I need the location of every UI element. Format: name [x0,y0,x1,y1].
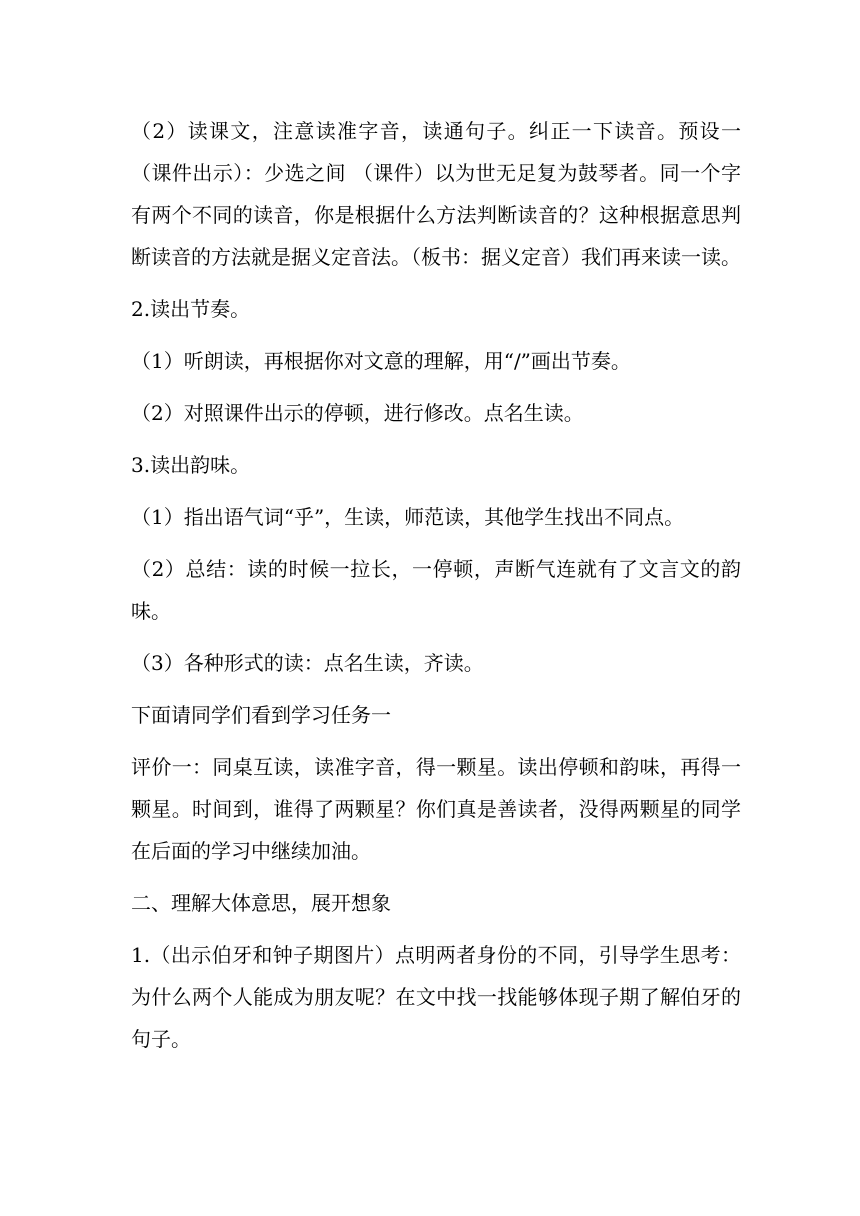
paragraph-summary: （2）总结：读的时候一拉长，一停顿，声断气连就有了文言文的韵味。 [131,557,741,623]
paragraph-read-text: （2）读课文，注意读准字音，读通句子。纠正一下读音。预设一（课件出示）：少选之间 （课件）以为世无足复为鼓琴者。同一个字有两个不同的读音，你是根据什么方法判断读音的？这种根据意思判断读音的方法就是据义定音法。（板书：据义定音）我们再来读一读。 [131,119,741,269]
paragraph-task-one: 下面请同学们看到学习任务一 [131,703,391,727]
paragraph-reading-forms: （3）各种形式的读：点名生读，齐读。 [131,651,484,675]
section-heading-understand: 二、理解大体意思，展开想象 [131,891,391,915]
paragraph-evaluation-one: 评价一：同桌互读，读准字音，得一颗星。读出停顿和韵味，再得一颗星。时间到，谁得了两颗星？你们真是善读者，没得两颗星的同学在后面的学习中继续加油。 [131,755,741,863]
heading-read-rhythm: 2.读出节奏。 [131,297,251,321]
paragraph-modal-particle: （1）指出语气词“乎”，生读，师范读，其他学生找出不同点。 [131,505,685,529]
heading-read-charm: 3.读出韵味。 [131,453,251,477]
document-body [131,110,741,1070]
paragraph-compare-pauses: （2）对照课件出示的停顿，进行修改。点名生读。 [131,401,584,425]
paragraph-listen-reading: （1）听朗读，再根据你对文意的理解，用“/”画出节奏。 [131,349,631,373]
paragraph-show-pictures: 1.（出示伯牙和钟子期图片）点明两者身份的不同，引导学生思考：为什么两个人能成为朋友呢？在文中找一找能够体现子期了解伯牙的句子。 [131,943,741,1051]
